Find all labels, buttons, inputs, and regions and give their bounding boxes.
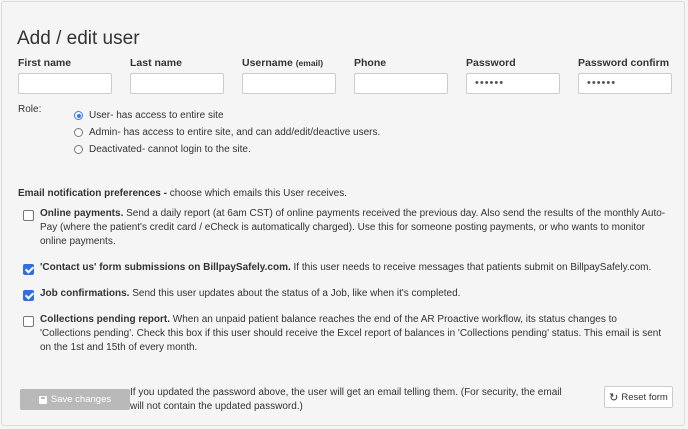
job-confirmations-option: Job confirmations. Send this user updates about the status of a Job, like when it's completed.	[40, 288, 461, 299]
password-confirm-input[interactable]: ••••••	[578, 73, 672, 94]
online-payments-option: Online payments. Send a daily report (at 6am CST) of online payments received the previous day. Also send the results of the monthly Auto-Pay (where the patient's credit card / eCheck is automatically charged). Use this for someone posting payments, or who wants to monitor online payments.	[40, 208, 666, 247]
job-confirmations-checkbox[interactable]	[23, 290, 34, 301]
reset-form-button[interactable]	[604, 386, 673, 408]
radio-button[interactable]	[74, 128, 83, 137]
role-label: Role:	[18, 104, 42, 115]
page-title: Add / edit user	[17, 28, 140, 49]
password-input[interactable]: ••••••	[466, 73, 560, 94]
role-option-desc: - has access to entire site, and can add/edit/deactive users.	[117, 127, 381, 138]
reset-form-label: Reset form	[621, 391, 668, 403]
save-changes-button[interactable]	[20, 389, 130, 410]
role-option-desc: - has access to entire site	[110, 110, 224, 121]
collections-pending-option: Collections pending report. When an unpaid patient balance reaches the end of the AR Proactive workflow, its status changes to 'Collections pending'. Check this box if this user should receive the Excel report of balances in 'Collections pending' status. This email is sent on the 1st and 15th of every month.	[40, 314, 662, 353]
role-option-admin[interactable]	[74, 127, 380, 138]
save-changes-label: Save changes	[50, 394, 112, 405]
last-name-label: Last name	[130, 57, 182, 69]
role-option-deactivated[interactable]	[74, 144, 251, 155]
email-prefs-heading: Email notification preferences - choose which emails this User receives.	[18, 188, 348, 199]
edit-user-panel	[1, 1, 685, 426]
contact-us-option: 'Contact us' form submissions on BillpaySafely.com. If this user needs to receive messages that patients submit on BillpaySafely.com.	[40, 262, 652, 273]
online-payments-checkbox[interactable]	[23, 210, 34, 221]
refresh-icon: ↻	[609, 391, 619, 404]
username-label: Username (email)	[242, 57, 324, 69]
radio-button[interactable]	[74, 111, 83, 120]
radio-button[interactable]	[74, 145, 83, 154]
username-input[interactable]	[242, 73, 336, 94]
phone-input[interactable]	[354, 73, 448, 94]
phone-label: Phone	[354, 57, 387, 69]
role-option-user[interactable]	[74, 110, 224, 121]
first-name-input[interactable]	[18, 73, 112, 94]
role-option-desc: - cannot login to the site.	[141, 144, 251, 155]
password-email-note: If you updated the password above, the user will get an email telling them. (For security, the email will not contain the updated password.)	[130, 387, 562, 412]
password-label: Password	[466, 57, 516, 69]
role-option-name: Deactivated	[89, 144, 142, 155]
collections-pending-checkbox[interactable]	[23, 316, 34, 327]
password-confirm-label: Password confirm	[578, 57, 670, 69]
contact-us-checkbox[interactable]	[23, 264, 34, 275]
role-option-name: User	[89, 110, 111, 121]
last-name-input[interactable]	[130, 73, 224, 94]
floppy-disk-icon	[39, 396, 47, 404]
role-option-name: Admin	[89, 127, 118, 138]
first-name-label: First name	[18, 57, 72, 69]
